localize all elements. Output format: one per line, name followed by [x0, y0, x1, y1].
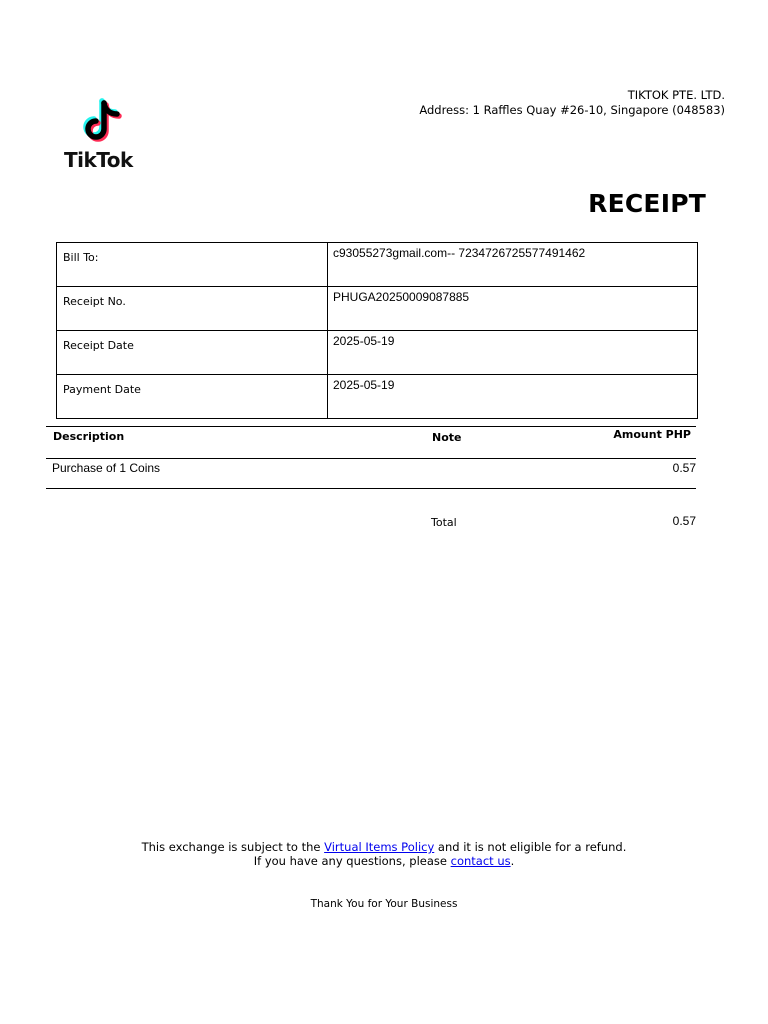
receipt-title: RECEIPT — [588, 189, 706, 218]
bill-to-label: Bill To: — [57, 243, 328, 287]
payment-date-value: 2025-05-19 — [328, 375, 698, 419]
total-value: 0.57 — [672, 514, 696, 528]
receipt-date-label: Receipt Date — [57, 331, 328, 375]
amount-header: Amount PHP — [613, 428, 691, 441]
company-name: TIKTOK PTE. LTD. — [627, 88, 725, 102]
table-row — [57, 331, 698, 375]
item-description: Purchase of 1 Coins — [52, 461, 161, 475]
table-row — [57, 375, 698, 419]
contact-text-pre: If you have any questions, please — [253, 854, 451, 868]
divider — [46, 488, 696, 489]
company-address: Address: 1 Raffles Quay #26-10, Singapore (048583) — [419, 103, 725, 117]
divider — [46, 426, 696, 427]
contact-text-post: . — [510, 854, 515, 868]
receipt-date-value: 2025-05-19 — [328, 331, 698, 375]
virtual-items-policy-link[interactable]: Virtual Items Policy — [324, 840, 435, 854]
contact-text — [0, 854, 768, 869]
table-row — [57, 287, 698, 331]
logo-wordmark: TikTok — [64, 148, 133, 172]
company-header — [419, 88, 725, 118]
payment-date-label: Payment Date — [57, 375, 328, 419]
note-header: Note — [432, 431, 462, 444]
receipt-no-label: Receipt No. — [57, 287, 328, 331]
total-label: Total — [431, 516, 457, 529]
tiktok-note-icon — [81, 98, 127, 146]
thank-you-text: Thank You for Your Business — [310, 898, 458, 910]
receipt-no-value: PHUGA20250009087885 — [328, 287, 698, 331]
contact-us-link[interactable]: contact us — [450, 854, 511, 868]
policy-text-post: and it is not eligible for a refund. — [434, 840, 627, 854]
refund-policy-text — [0, 840, 768, 855]
item-amount: 0.57 — [672, 461, 696, 475]
table-row — [57, 243, 698, 287]
tiktok-logo — [64, 98, 146, 174]
policy-text-pre: This exchange is subject to the — [141, 840, 325, 854]
bill-to-value: c93055273gmail.com-- 7234726725577491462 — [328, 243, 698, 287]
bill-info-table — [56, 242, 698, 419]
description-header: Description — [53, 430, 125, 443]
divider — [46, 458, 696, 459]
